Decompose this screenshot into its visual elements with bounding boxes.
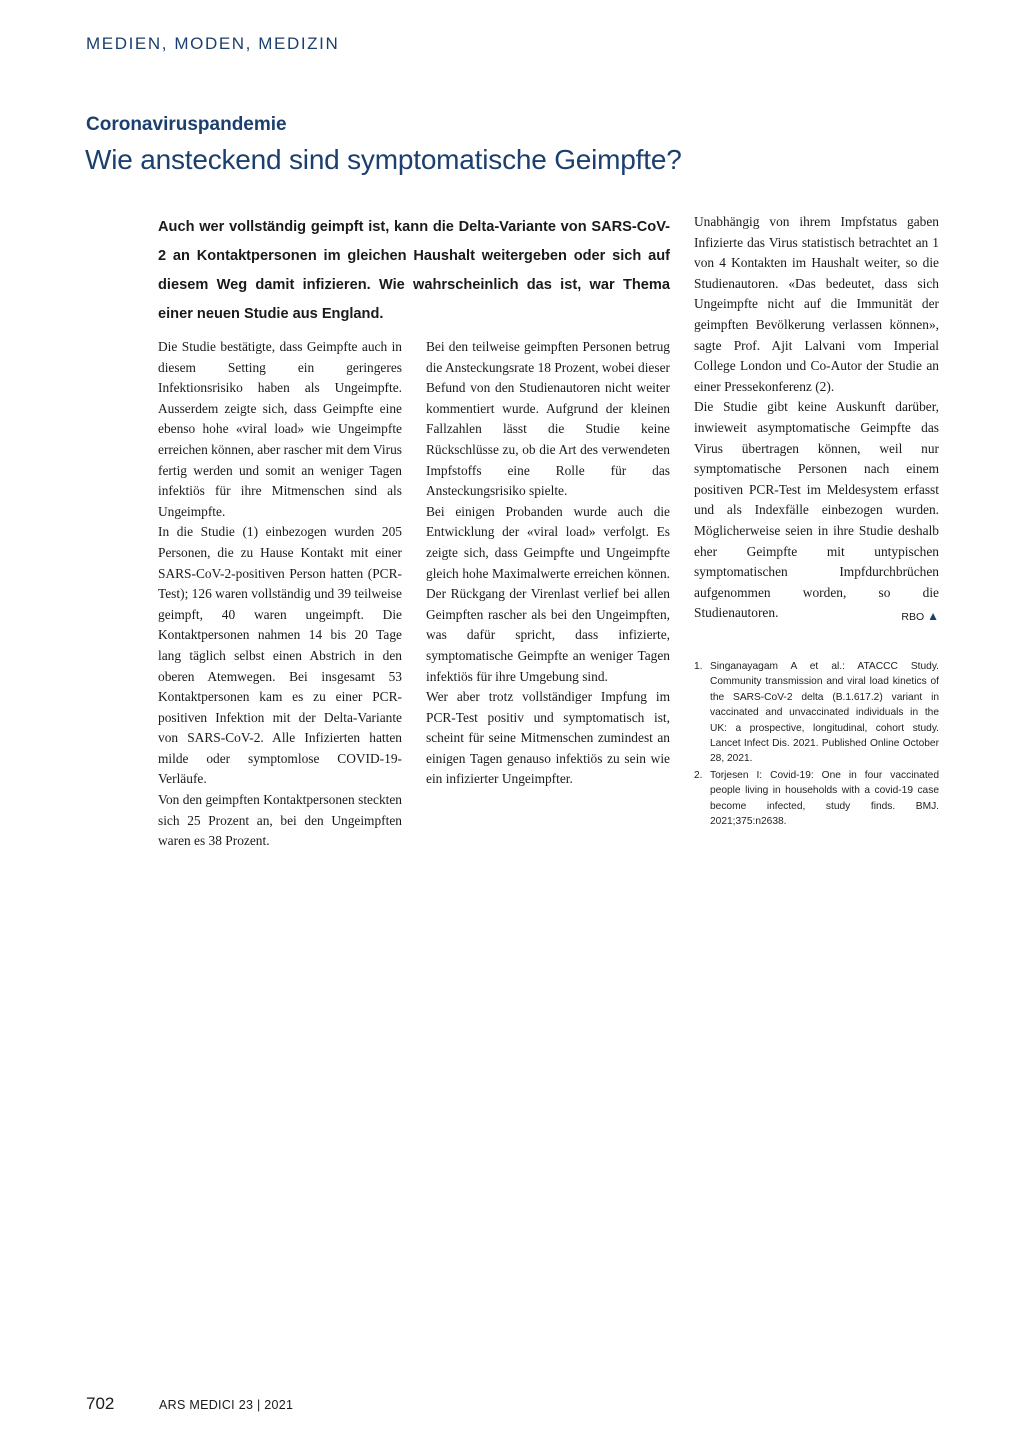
author-signature	[901, 606, 939, 628]
reference-item	[694, 659, 939, 767]
reference-item	[694, 768, 939, 830]
triangle-end-icon: ▲	[927, 609, 939, 624]
paragraph: Bei den teilweise geimpften Personen betrug die Ansteckungsrate 18 Prozent, wobei dieser Befund von den Studienautoren nicht weiter kommentiert wurde. Aufgrund der kleinen Fallzahlen lässt die Studie keine Rückschlüsse zu, ob die Art des verwendeten Impfstoffs eine Rolle für das Ansteckungsrisiko spielte.	[426, 339, 670, 499]
paragraph-text: Die Studie gibt keine Auskunft darüber, inwieweit asymptomatische Geimpfte das Virus übertragen können, weil nur symptomatische Personen nach einem positiven PCR-Test im Meldesystem erfasst und als Indexfälle einbezogen wurden. Möglicherweise seien in ihre Studie deshalb eher Geimpfte mit untypischen symptomatischen Impfdurchbrüchen aufgenommen worden, so die Studienautoren.	[694, 399, 939, 621]
journal-name: ARS MEDICI 23 | 2021	[159, 1398, 294, 1412]
paragraph	[694, 397, 939, 624]
paragraph: Unabhängig von ihrem Impfstatus gaben Infizierte das Virus statistisch betrachtet an 1 von 4 Kontakten im Haushalt weiter, so die Studienautoren. «Das bedeutet, dass sich Ungeimpfte nicht auf die Immunität der geimpften Bevölkerung verlassen können», sagte Prof. Ajit Lalvani vom Imperial College London und Co-Autor der Studie an einer Pressekonferenz (2).	[694, 214, 939, 394]
paragraph: Von den geimpften Kontaktpersonen steckten sich 25 Prozent an, bei den Ungeimpften waren es 38 Prozent.	[158, 792, 402, 849]
reference-text: Singanayagam A et al.: ATACCC Study. Community transmission and viral load kinetics of the SARS-CoV-2 delta (B.1.617.2) variant in vaccinated and unvaccinated individuals in the UK: a prospective, longitudinal, cohort study. Lancet Infect Dis. 2021. Published Online October 28, 2021.	[710, 661, 939, 765]
article-title: Wie ansteckend sind symptomatische Geimpfte?	[85, 144, 682, 175]
body-column-2	[426, 337, 670, 790]
paragraph: Wer aber trotz vollständiger Impfung im PCR-Test positiv und symptomatisch ist, scheint für seine Mitmenschen zumindest an einigen Tagen genauso infektiös zu sein wie ein infizierter Ungeimpfter.	[426, 689, 670, 787]
body-column-3	[694, 212, 939, 628]
reference-text: Torjesen I: Covid-19: One in four vaccinated people living in households with a covid-19 case become infected, study finds. BMJ. 2021;375:n2638.	[710, 769, 939, 828]
paragraph: In die Studie (1) einbezogen wurden 205 Personen, die zu Hause Kontakt mit einer SARS-CoV-2-positiven Person hatten (PCR-Test); 126 waren vollständig und 39 teilweise geimpft, 40 waren ungeimpft. Die Kontaktpersonen nahmen 14 bis 20 Tage lang täglich selbst einen Abstrich in den oberen Atemwegen. Bei insgesamt 53 Kontaktpersonen kam es zu einer PCR-positiven Infektion mit der Delta-Variante von SARS-CoV-2. Alle Infizierten hatten milde oder symptomlose COVID-19-Verläufe.	[158, 524, 402, 787]
page-number: 702	[86, 1394, 115, 1413]
paragraph: Bei einigen Probanden wurde auch die Entwicklung der «viral load» verfolgt. Es zeigte sich, dass Geimpfte und Ungeimpfte gleich hohe Maximalwerte erreichen können. Der Rückgang der Virenlast verlief bei allen Geimpften rascher als bei den Ungeimpften, was dafür spricht, dass infizierte, symptomatische Geimpfte an weniger Tagen infektiös für ihre Umgebung sind.	[426, 503, 670, 684]
paragraph: Die Studie bestätigte, dass Geimpfte auch in diesem Setting ein geringeres Infektionsrisiko haben als Ungeimpfte. Ausserdem zeigte sich, dass Geimpfte eine ebenso hohe «viral load» wie Ungeimpfte erreichen können, aber rascher mit dem Virus fertig werden und somit an weniger Tagen infektiös für ihre Mitmenschen sind als Ungeimpfte.	[158, 339, 402, 519]
article-kicker: Coronaviruspandemie	[86, 114, 287, 135]
article-lead: Auch wer vollständig geimpft ist, kann die Delta-Variante von SARS-CoV-2 an Kontaktpersonen im gleichen Haushalt weitergeben oder sich auf diesem Weg damit infizieren. Wie wahrscheinlich das ist, war Thema einer neuen Studie aus England.	[158, 219, 670, 322]
body-column-1	[158, 337, 402, 852]
reference-number: 2.	[694, 769, 703, 781]
signature-label: RBO	[901, 611, 925, 624]
references	[694, 659, 939, 830]
reference-number: 1.	[694, 661, 703, 672]
section-label: MEDIEN, MODEN, MEDIZIN	[86, 34, 340, 53]
